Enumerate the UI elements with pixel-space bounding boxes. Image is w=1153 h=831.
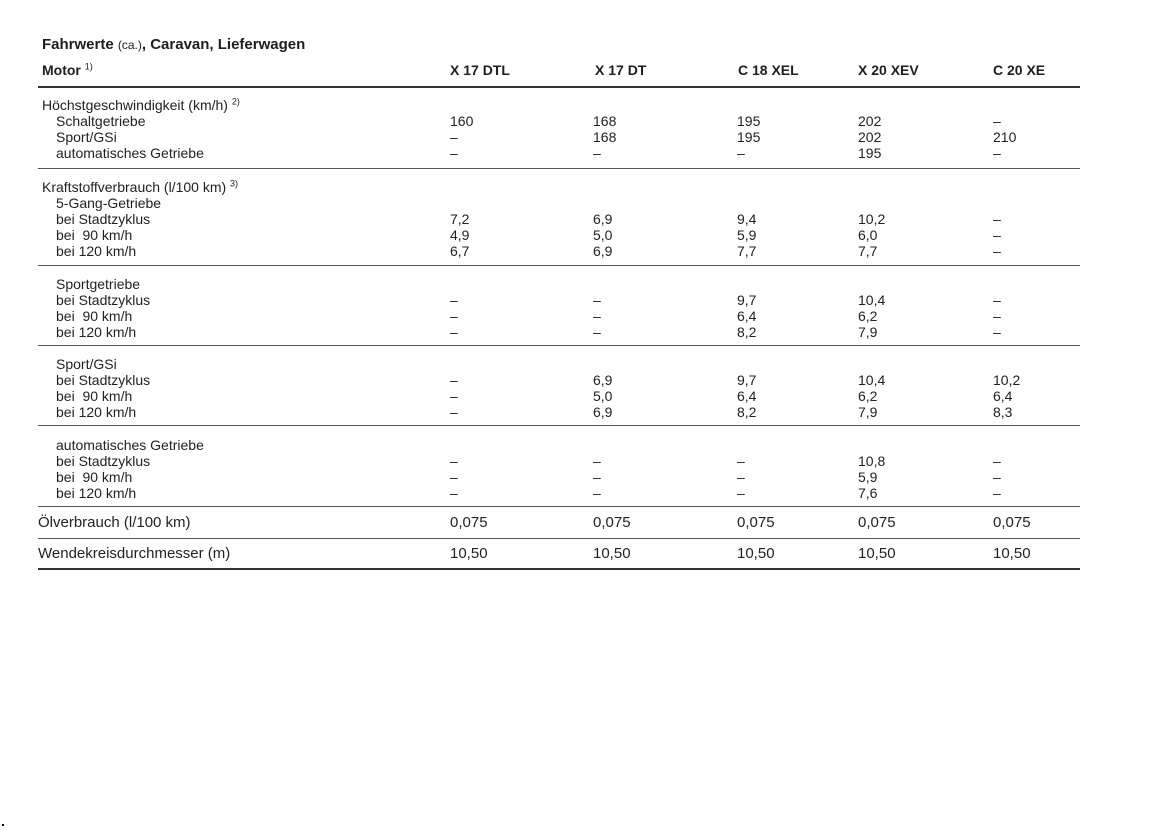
group-divider (38, 506, 1080, 507)
cell-value: – (450, 308, 458, 324)
row-label: bei 90 km/h (56, 227, 133, 243)
cell-value: – (450, 404, 458, 420)
footer-rule (38, 568, 1080, 570)
cell-value: 6,7 (450, 243, 470, 259)
cell-value: 6,4 (737, 388, 757, 404)
cell-value: – (593, 453, 601, 469)
turning-value: 10,50 (993, 545, 1031, 562)
fuel-heading-text: Kraftstoffverbrauch (l/100 km) (42, 179, 227, 195)
cell-value: – (593, 485, 601, 501)
cell-value: – (993, 292, 1001, 308)
scan-speck (2, 824, 4, 826)
turning-value: 10,50 (593, 545, 631, 562)
cell-value: 10,2 (858, 211, 886, 227)
cell-value: – (993, 227, 1001, 243)
cell-value: 7,9 (858, 404, 878, 420)
cell-value: – (737, 145, 745, 161)
row-label: bei 120 km/h (56, 243, 137, 259)
cell-value: – (993, 243, 1001, 259)
title-ca: (ca.) (117, 38, 142, 52)
cell-value: – (593, 308, 601, 324)
row-label: Sportgetriebe (56, 276, 141, 292)
cell-value: 7,6 (858, 485, 878, 501)
oil-value: 0,075 (593, 514, 631, 531)
cell-value: 5,9 (858, 469, 878, 485)
column-header: X 17 DTL (450, 62, 510, 78)
row-label: bei Stadtzyklus (56, 453, 151, 469)
speed-heading (42, 97, 240, 113)
cell-value: 195 (737, 113, 761, 129)
row-label: bei Stadtzyklus (56, 211, 151, 227)
cell-value: 6,4 (737, 308, 757, 324)
row-label: bei 90 km/h (56, 308, 133, 324)
cell-value: – (993, 453, 1001, 469)
cell-value: – (593, 145, 601, 161)
cell-value: 202 (858, 113, 882, 129)
row-label: bei Stadtzyklus (56, 372, 151, 388)
cell-value: 7,7 (737, 243, 757, 259)
cell-value: 6,2 (858, 388, 878, 404)
cell-value: 9,7 (737, 292, 757, 308)
row-label: Sport/GSi (56, 356, 117, 372)
turning-value: 10,50 (450, 545, 488, 562)
cell-value: 6,0 (858, 227, 878, 243)
oil-value: 0,075 (858, 514, 896, 531)
cell-value: 210 (993, 129, 1017, 145)
cell-value: 5,0 (593, 227, 613, 243)
cell-value: 6,9 (593, 211, 613, 227)
cell-value: 4,9 (450, 227, 470, 243)
column-header: C 18 XEL (738, 62, 799, 78)
oil-label: Ölverbrauch (l/100 km) (38, 514, 191, 531)
cell-value: – (450, 292, 458, 308)
motor-footnote: 1) (84, 61, 93, 72)
cell-value: 6,4 (993, 388, 1013, 404)
row-label: bei 90 km/h (56, 469, 133, 485)
row-label: automatisches Getriebe (56, 437, 204, 453)
cell-value: – (993, 469, 1001, 485)
document-title (42, 36, 305, 53)
fuel-heading (42, 179, 238, 195)
speed-footnote: 2) (231, 96, 240, 107)
cell-value: 168 (593, 113, 617, 129)
cell-value: 6,9 (593, 372, 613, 388)
cell-value: 195 (858, 145, 882, 161)
cell-value: – (450, 129, 458, 145)
cell-value: – (450, 453, 458, 469)
cell-value: – (450, 145, 458, 161)
cell-value: – (993, 485, 1001, 501)
cell-value: 8,3 (993, 404, 1013, 420)
cell-value: – (450, 485, 458, 501)
oil-value: 0,075 (450, 514, 488, 531)
oil-divider (38, 538, 1080, 539)
cell-value: 7,9 (858, 324, 878, 340)
cell-value: 202 (858, 129, 882, 145)
cell-value: – (450, 372, 458, 388)
row-label: bei 90 km/h (56, 388, 133, 404)
section-divider (38, 168, 1080, 169)
cell-value: – (593, 324, 601, 340)
group-divider (38, 425, 1080, 426)
cell-value: 6,9 (593, 404, 613, 420)
cell-value: – (993, 113, 1001, 129)
title-rest: , Caravan, Lieferwagen (141, 36, 306, 53)
row-label: bei 120 km/h (56, 404, 137, 420)
turning-value: 10,50 (737, 545, 775, 562)
cell-value: 8,2 (737, 404, 757, 420)
row-label: automatisches Getriebe (56, 145, 204, 161)
cell-value: 9,7 (737, 372, 757, 388)
cell-value: 10,4 (858, 292, 886, 308)
title-main: Fahrwerte (42, 36, 114, 53)
cell-value: 160 (450, 113, 474, 129)
cell-value: – (737, 469, 745, 485)
cell-value: 10,4 (858, 372, 886, 388)
cell-value: – (593, 469, 601, 485)
group-divider (38, 345, 1080, 346)
turning-label: Wendekreisdurchmesser (m) (38, 545, 231, 562)
group-divider (38, 265, 1080, 266)
cell-value: – (450, 388, 458, 404)
cell-value: 9,4 (737, 211, 757, 227)
row-label: Schaltgetriebe (56, 113, 146, 129)
column-header: C 20 XE (993, 62, 1046, 78)
fuel-footnote: 3) (230, 178, 239, 189)
cell-value: 5,0 (593, 388, 613, 404)
cell-value: – (993, 324, 1001, 340)
cell-value: 8,2 (737, 324, 757, 340)
cell-value: 7,7 (858, 243, 878, 259)
cell-value: 6,2 (858, 308, 878, 324)
turning-value: 10,50 (858, 545, 896, 562)
cell-value: – (737, 453, 745, 469)
cell-value: 10,2 (993, 372, 1021, 388)
row-label: 5-Gang-Getriebe (56, 195, 162, 211)
row-label: bei Stadtzyklus (56, 292, 151, 308)
motor-header (42, 62, 93, 78)
cell-value: 168 (593, 129, 617, 145)
row-label: bei 120 km/h (56, 485, 137, 501)
cell-value: – (450, 324, 458, 340)
cell-value: – (737, 485, 745, 501)
cell-value: 195 (737, 129, 761, 145)
cell-value: – (593, 292, 601, 308)
cell-value: 6,9 (593, 243, 613, 259)
oil-value: 0,075 (993, 514, 1031, 531)
row-label: bei 120 km/h (56, 324, 137, 340)
cell-value: – (450, 469, 458, 485)
motor-label: Motor (42, 62, 81, 78)
cell-value: – (993, 308, 1001, 324)
cell-value: – (993, 145, 1001, 161)
speed-heading-text: Höchstgeschwindigkeit (km/h) (42, 97, 228, 113)
cell-value: 7,2 (450, 211, 470, 227)
column-header: X 17 DT (595, 62, 647, 78)
cell-value: 10,8 (858, 453, 886, 469)
column-header: X 20 XEV (858, 62, 919, 78)
header-rule (38, 86, 1080, 88)
row-label: Sport/GSi (56, 129, 117, 145)
cell-value: 5,9 (737, 227, 757, 243)
cell-value: – (993, 211, 1001, 227)
oil-value: 0,075 (737, 514, 775, 531)
